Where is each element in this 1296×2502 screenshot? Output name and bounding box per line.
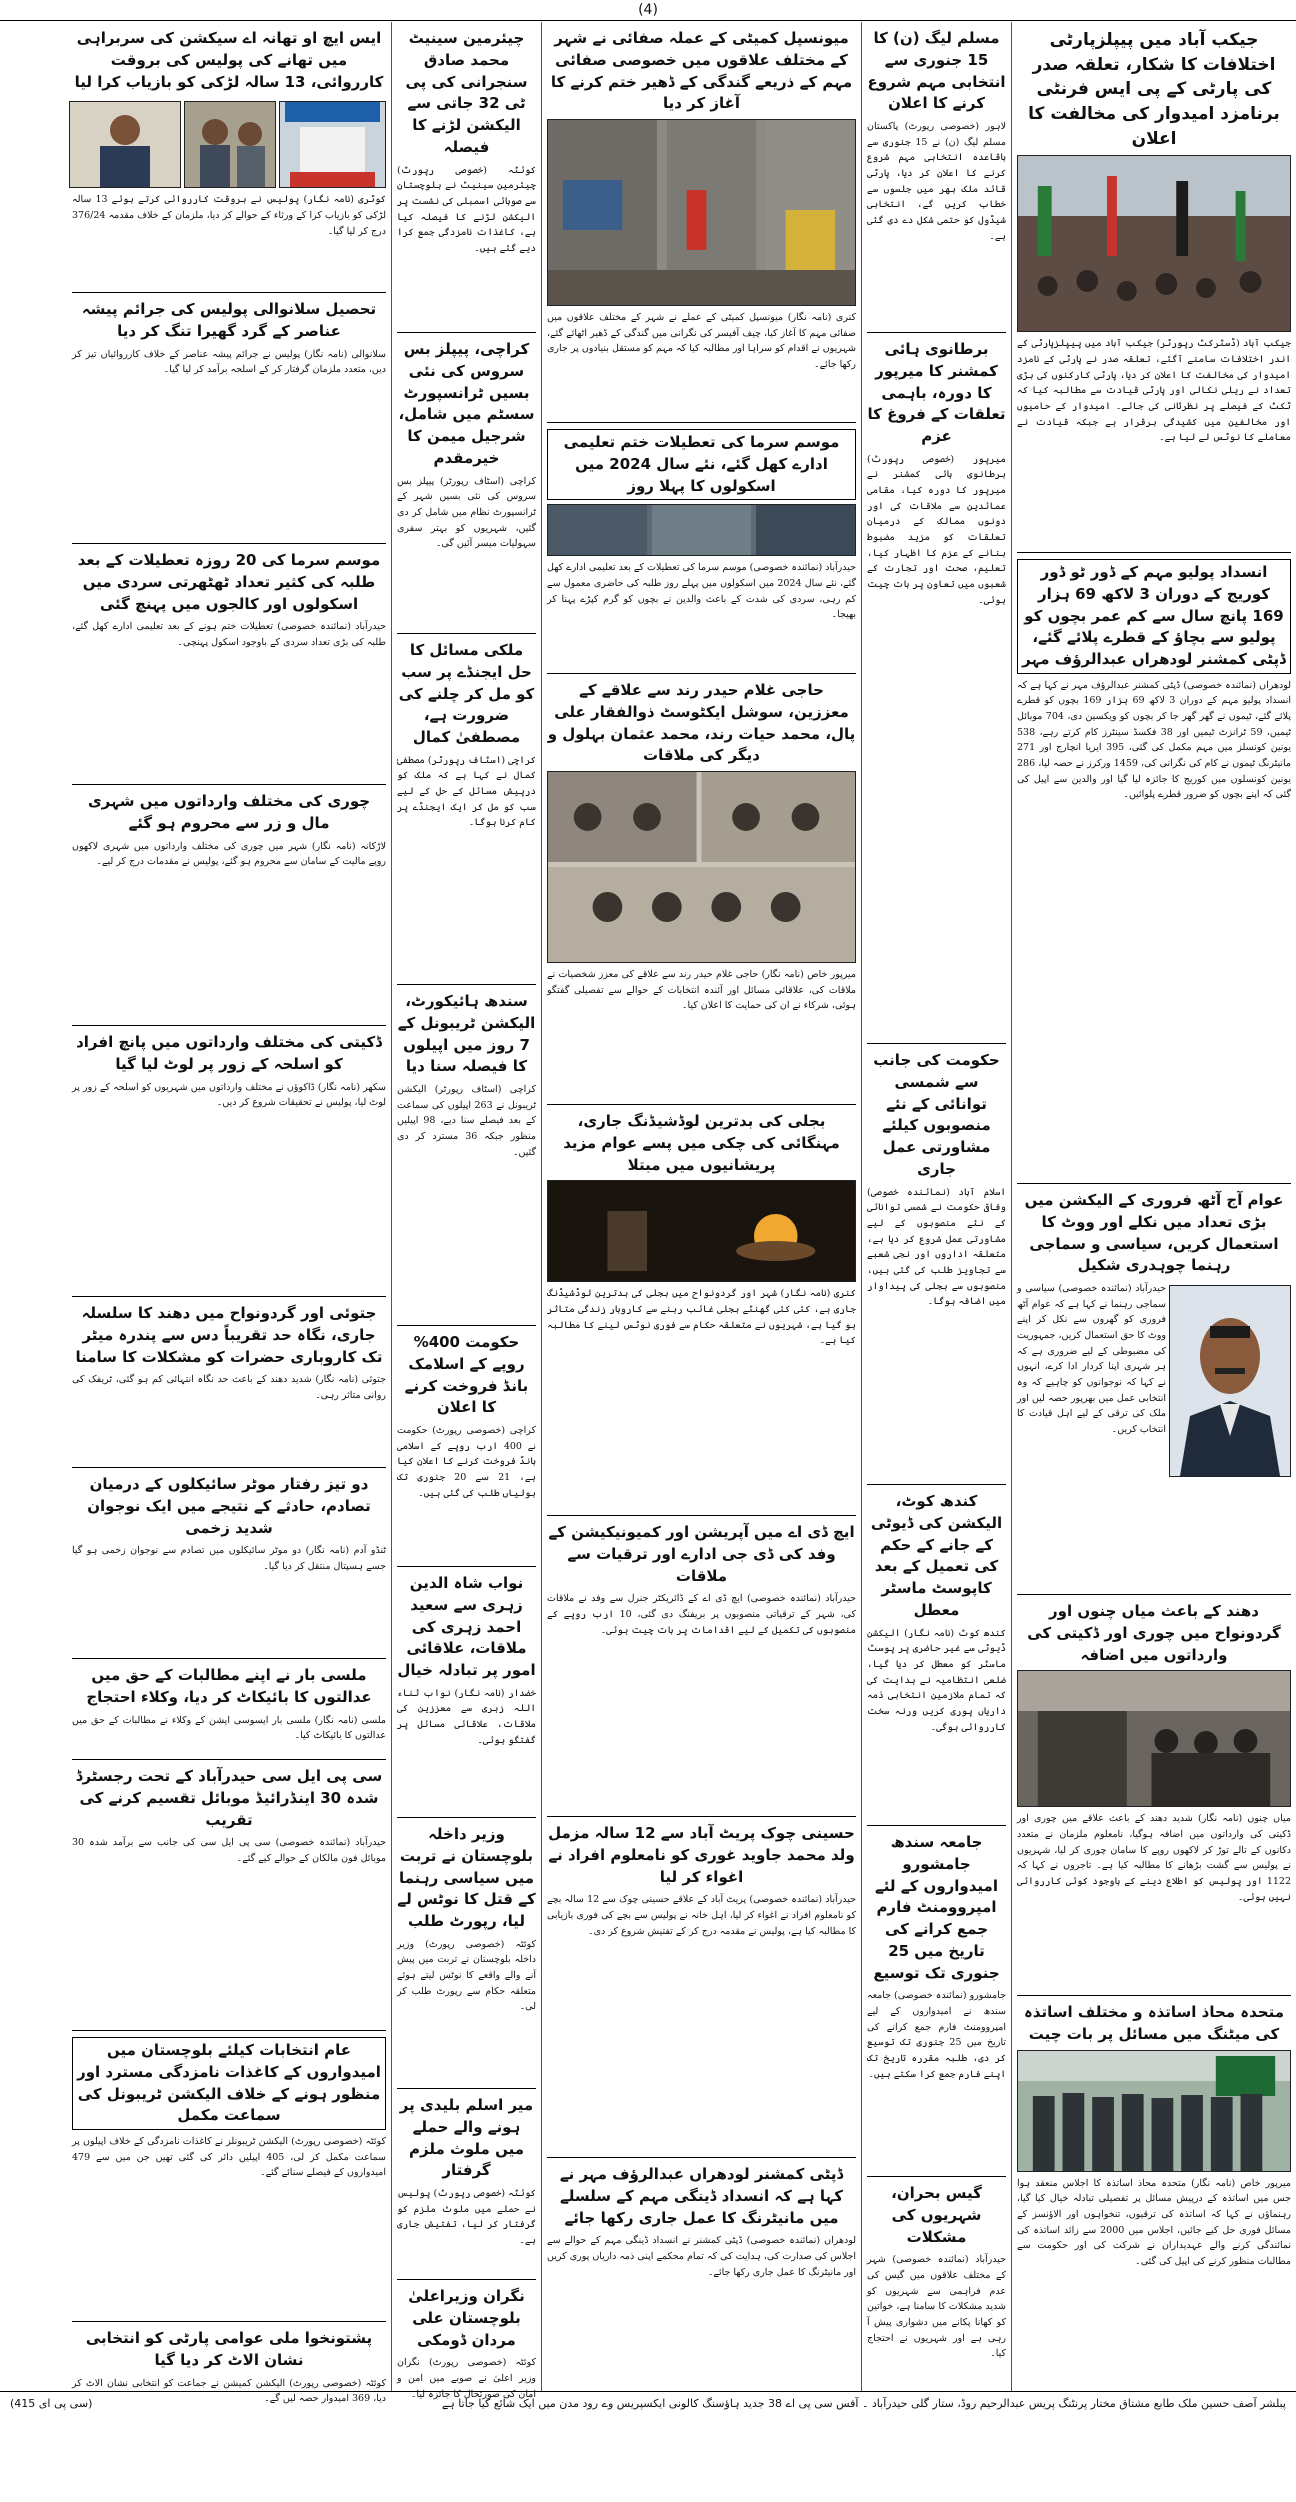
headline: حکومت کی جانب سے شمسی توانائی کے نئے منصوبوں کیلئے مشاورتی عمل جاری <box>873 1051 1000 1178</box>
story-zehri <box>397 1567 536 1818</box>
story-body: اسلام آباد (نمائندہ خصوصی) وفاقی حکومت نے شمسی توانائی کے نئے منصوبوں کے لیے مشاورتی عمل شروع کر دیا ہے، متعلقہ اداروں اور نجی شعبے سے تجاویز طلب کی گئی ہیں، منصوبوں سے بجلی کی پیداوار میں اضافہ ہوگا۔ <box>867 1186 1006 1308</box>
story-meeting <box>547 674 856 1105</box>
story-winter-schools <box>72 544 386 785</box>
officer-photo <box>184 101 276 188</box>
sanitation-photo <box>547 119 856 306</box>
footer-imprint: پبلشر آصف حسین ملک طابع مشتاق مختار پرنٹنگ پریس عبدالرحیم روڈ، ستار گلی حیدرآباد ۔ آفس سی پی اے 38 جدید ہاؤسنگ کالونی ایکسپریس وے رود مدن میں ایک شائع کیا جاتا ہے <box>441 2396 1286 2410</box>
headline: عام انتخابات کیلئے بلوچستان میں امیدواروں کے کاغذات نامزدگی مسترد اور منظور ہونے کے خلاف الیکشن ٹریبونل کی سماعت مکمل <box>72 2037 386 2130</box>
headline: متحدہ محاذ اساتذہ و مختلف اساتذہ کی میٹنگ میں مسائل پر بات چیت <box>1024 2003 1284 2043</box>
headline: چوری کی مختلف وارداتوں میں شہری مال و زر سے محروم ہو گئے <box>87 792 371 832</box>
headline: جیکب آباد میں پیپلزپارٹی اختلافات کا شکار، تعلقہ صدر کی پارٹی کے پی ایس فرنٹی برنامزد امیدوار کی مخالفت کا اعلان <box>1028 30 1280 149</box>
column-2 <box>861 22 1011 2392</box>
story-thefts <box>72 785 386 1026</box>
story-election-appeal <box>1017 1184 1291 1595</box>
story-body: سکھر (نامہ نگار) ڈاکوؤں نے مختلف وارداتوں میں شہریوں کو اسلحہ کے زور پر لوٹ لیا، پولیس نے تحقیقات شروع کر دیں۔ <box>72 1081 386 1109</box>
story-body: کنری (نامہ نگار) میونسپل کمیٹی کے عملے نے شہر کے مختلف علاقوں میں صفائی مہم کا آغاز کیا، چیف آفیسر کی نگرانی میں گندگی کے ڈھیر اٹھائے گئے، شہریوں نے اقدام کو سراہا اور مطالبہ کیا کہ مہم کو مستقل بنیادوں پر جاری رکھا جائے۔ <box>547 312 856 371</box>
story-aslam-buledi <box>397 2089 536 2280</box>
story-mailsi-bar <box>72 1659 386 1760</box>
story-fog-theft <box>1017 1595 1291 1996</box>
story-cplc <box>72 1760 386 2031</box>
story-loadshedding <box>547 1105 856 1516</box>
headline: نگران وزیراعلیٰ بلوچستان علی مردان ڈومکی <box>408 2287 525 2349</box>
story-body: حیدرآباد (نمائندہ خصوصی) موسم سرما کی تعطیلات کے بعد تعلیمی ادارے کھل گئے، نئے سال 2024 میں اسکولوں میں پہلے روز طلبہ کی حاضری معمول سے کم رہی، سردی کی شدت کے باعث والدین نے بچوں کو گرم کپڑے پہنا کر بھیجا۔ <box>547 562 856 621</box>
story-body: لاہور (خصوصی رپورٹ) پاکستان مسلم لیگ (ن) نے 15 جنوری سے باقاعدہ انتخابی مہم شروع کرنے کا اعلان کر دیا، پارٹی قائد ملک بھر میں جلسوں سے خطاب کریں گے، انتخابی شیڈول کو حتمی شکل دے دی گئی ہے۔ <box>867 121 1006 242</box>
headline: ایچ ڈی اے میں آپریشن اور کمیونیکیشن کے وفد کی ڈی جی ادارے اور ترقیات سے ملاقات <box>548 1523 855 1585</box>
story-solar <box>867 1044 1006 1485</box>
story-body: لاڑکانہ (نامہ نگار) شہر میں چوری کی مختلف وارداتوں میں شہری لاکھوں روپے مالیت کے سامان سے محروم ہو گئے، پولیس نے مقدمات درج کر لیے۔ <box>72 840 386 868</box>
story-body: کندھ کوٹ (نامہ نگار) الیکشن ڈیوٹی سے غیر حاضری پر پوسٹ ماسٹر کو معطل کر دیا گیا، ضلعی انتظامیہ نے ہدایت کی کہ تمام ملازمین انتخابی ذمہ داریاں پوری کریں ورنہ سخت کارروائی ہوگی۔ <box>867 1627 1006 1733</box>
meeting-photos <box>547 771 856 963</box>
police-photo <box>279 101 386 188</box>
headline: برطانوی ہائی کمشنر کا میرپور کا دورہ، باہمی تعلقات کے فروغ کا عزم <box>867 340 1006 445</box>
story-body: کراچی (اسٹاف رپورٹر) مصطفیٰ کمال نے کہا ہے کہ ملک کو درپیش مسائل کے حل کے لیے سب کو مل کر ایک ایجنڈے پر کام کرنا ہوگا۔ <box>397 754 536 829</box>
story-accident <box>72 1468 386 1659</box>
headline: تحصیل سلانوالی پولیس کی جرائم پیشہ عناصر کے گرد گھیرا تنگ کر دیا <box>81 300 377 340</box>
footer-code: (سی پی ای 415) <box>10 2396 93 2410</box>
story-dengue <box>547 2158 856 2468</box>
meeting-image <box>548 772 855 962</box>
group-image <box>1018 2051 1290 2171</box>
headline: ملکی مسائل کا حل ایجنڈے پر سب کو مل کر چلنے کی ضرورت ہے، مصطفیٰ کمال <box>398 641 535 746</box>
story-tribunal <box>397 985 536 1326</box>
story-balochistan-nomination <box>72 2031 386 2322</box>
headline: عوام آج آٹھ فروری کے الیکشن میں بڑی تعداد میں نکلے اور ووٹ کا استعمال کریں، سیاسی و سماجی رہنما چوہدری شکیل <box>1024 1191 1284 1275</box>
headline: گیس بحران، شہریوں کی مشکلات <box>891 2184 982 2246</box>
headline: موسم سرما کی تعطیلات ختم تعلیمی ادارے کھل گئے، نئے سال 2024 میں اسکولوں کا پہلا روز <box>547 429 856 500</box>
story-body: میاں چنوں (نامہ نگار) شدید دھند کے باعث علاقے میں چوری اور ڈکیتی کی وارداتوں میں اضافہ ہوگیا، نامعلوم ملزمان نے متعدد دکانوں کے تالے توڑ کر لاکھوں روپے کا سامان چوری کر لیا، شہریوں نے پولیس سے گشت بڑھانے کا مطالبہ کیا ہے۔ تاجروں نے کہا کہ 1122 اور پولیس کو اطلاع دینے کے باوجود کوئی کارروائی نہیں ہوئی۔ <box>1017 1813 1291 1903</box>
story-body: خضدار (نامہ نگار) نواب ثناء اللہ زہری سے معززین کی ملاقات، علاقائی مسائل پر گفتگو ہوئی۔ <box>397 1687 536 1746</box>
portrait-image <box>1170 1286 1290 1476</box>
portrait-photo <box>1169 1285 1291 1477</box>
story-kandhkot <box>867 1485 1006 1826</box>
page-number: (4) <box>638 2 658 18</box>
shop-image <box>1018 1671 1290 1806</box>
story-body: میرپور (خصوصی رپورٹ) برطانوی ہائی کمشنر نے میرپور کا دورہ کیا، مقامی عمائدین سے ملاقات کی اور دونوں ممالک کے درمیان تعلقات کو مزید مضبوط بنانے کے عزم کا اظہار کیا، تعلیم، صحت اور تجارت کے شعبوں میں تعاون پر بات چیت ہوئی۔ <box>867 453 1006 606</box>
story-body: کوئٹہ (خصوصی رپورٹ) وزیر داخلہ بلوچستان نے تربت میں پیش آنے والے واقعے کا نوٹس لیتے ہوئے متعلقہ حکام سے رپورٹ طلب کر لی۔ <box>397 1938 536 2013</box>
story-fog-jatoi <box>72 1297 386 1468</box>
headline: دھند کے باعث میاں چنوں اور گردونواح میں چوری اور ڈکیتی کی وارداتوں میں اضافہ <box>1027 1602 1281 1664</box>
headline: نواب شاہ الدین زہری سے سعید احمد زہری کی ملاقات، علاقائی امور پر تبادلہ خیال <box>397 1574 536 1679</box>
story-body: میرپور خاص (نامہ نگار) حاجی غلام حیدر رند سے علاقے کی معزز شخصیات نے ملاقات کی، علاقائی مسائل اور آئندہ انتخابات کے حوالے سے تفصیلی گفتگو ہوئی، شرکاء نے ان کی حمایت کا اعلان کیا۔ <box>547 969 856 1012</box>
rally-image <box>1018 156 1290 331</box>
story-mustafa-kamal <box>397 634 536 985</box>
column-3 <box>541 22 861 2392</box>
column-5 <box>67 22 391 2405</box>
headline: ڈکیتی کی مختلف وارداتوں میں پانچ افراد کو اسلحہ کے زور پر لوٹ لیا گیا <box>76 1033 382 1073</box>
story-body: حیدرآباد (نمائندہ خصوصی) سی پی ایل سی کی جانب سے برآمد شدہ 30 موبائل فون مالکان کے حوالے کیے گئے۔ <box>72 1837 386 1864</box>
story-polio <box>1017 553 1291 1184</box>
rally-photo <box>1017 155 1291 332</box>
story-body: لودھراں (نمائندہ خصوصی) ڈپٹی کمشنر عبدالرؤف مہر نے کہا ہے کہ انسداد پولیو مہم کے دوران 3 لاکھ 69 ہزار 169 بچوں کو قطرے پلائے گئے، ٹیموں نے گھر گھر جا کر بچوں کو ویکسین دی، 704 موبائل ٹیمیں، 59 ٹرانزٹ ٹیمیں اور 38 فکسڈ سینٹرز کام کرتے رہے، 538 یونین کونسلز میں مہم مکمل کی گئی، 395 ایریا انچارج اور 271 مانیٹرنگ ٹیموں نے کام کی نگرانی کی، 1459 ورکرز نے حصہ لیا، 286 یونین کونسلوں میں کوریج کا جائزہ لیا گیا اور والدین سے اپیل کی گئی کہ اپنے بچوں کو ضرور قطرے پلوائیں۔ <box>1017 679 1292 801</box>
story-sanjrani <box>397 22 536 333</box>
headline: مسلم لیگ (ن) کا 15 جنوری سے انتخابی مہم شروع کرنے کا اعلان <box>867 29 1006 113</box>
story-teachers <box>1017 1996 1291 2426</box>
story-cm-balochistan <box>397 2280 536 2470</box>
story-salanwali <box>72 293 386 544</box>
headline: بجلی کی بدترین لوڈشیڈنگ جاری، مہنگائی کی چکی میں پسے عوام مزید پریشانیوں میں مبتلا <box>563 1112 840 1174</box>
headline: سندھ ہائیکورٹ، الیکشن ٹریبونل کے 7 روز میں اپیلوں کا فیصلہ سنا دیا <box>397 992 536 1076</box>
story-body: لودھراں (نمائندہ خصوصی) ڈپٹی کمشنر نے انسداد ڈینگی مہم کے حوالے سے اجلاس کی صدارت کی، ہدایت کی کہ تمام محکمے اپنی ذمہ داریاں پوری کریں اور مانیٹرنگ کا عمل جاری رکھا جائے۔ <box>547 2235 856 2278</box>
story-body: حیدرآباد (نمائندہ خصوصی) شہر کے مختلف علاقوں میں گیس کی عدم فراہمی سے شہریوں کو شدید مشکلات کا سامنا ہے، خواتین کو کھانا پکانے میں دشواری پیش آ رہی ہے اور شہریوں نے احتجاج کیا۔ <box>867 2254 1006 2360</box>
headline: ایس ایچ او تھانہ اے سیکشن کی سربراہی میں تھانے کی پولیس کی بروقت کارروائی، 13 سالہ لڑکی کو بازیاب کرا لیا <box>74 29 384 91</box>
story-body: کراچی (اسٹاف رپورٹر) الیکشن ٹریبونل نے 263 اپیلوں کی سماعت کے بعد فیصلے سنا دیے، 98 اپیلیں منظور جبکہ 36 مسترد کر دی گئیں۔ <box>397 1084 536 1158</box>
uniform-image <box>70 102 180 187</box>
story-body: کوٹری (نامہ نگار) پولیس نے بروقت کارروائی کرتے ہوئے 13 سالہ لڑکی کو بازیاب کرا کے ورثاء کے حوالے کر دیا، ملزمان کے خلاف مقدمہ 376/24 درج کر لیا گیا۔ <box>72 194 386 237</box>
story-body: حیدرآباد (نمائندہ خصوصی) سیاسی و سماجی رہنما نے کہا ہے کہ عوام آٹھ فروری کو گھروں سے نکل کر اپنے ووٹ کا حق استعمال کریں، جمہوریت کی مضبوطی کے لیے ضروری ہے کہ ہر شہری اپنا کردار ادا کرے، انہوں نے کہا کہ نوجوانوں کو چاہیے کہ وہ انتخابی عمل میں بھرپور حصہ لیں اور ملک کی ترقی کے لیے اہل قیادت کا انتخاب کریں۔ <box>1017 1283 1166 1436</box>
headline: کراچی، پیپلز بس سروس کی نئی بسیں ٹرانسپورٹ سسٹم میں شامل، شرجیل میمن کا خیرمقدم <box>398 340 535 467</box>
story-body: کوئٹہ (خصوصی رپورٹ) چیئرمین سینیٹ نے بلوچستان سے صوبائی اسمبلی کی نشست پر الیکشن لڑنے کا فیصلہ کیا ہے، کاغذات نامزدگی جمع کرا دیے گئے ہیں۔ <box>397 164 536 254</box>
headline: جامعہ سندھ جامشورو امیدواروں کے لئے امپروومنٹ فارم جمع کرانے کی تاریخ میں 25 جنوری تک توسیع <box>873 1833 1000 1982</box>
group-photo <box>1017 2050 1291 2172</box>
headline: حسینی چوک پریٹ آباد سے 12 سالہ مزمل ولد محمد جاوید غوری کو نامعلوم افراد نے اغواء کر لیا <box>548 1824 855 1886</box>
uniform-photo <box>69 101 181 188</box>
story-turbat <box>397 1818 536 2089</box>
headline: سی پی ایل سی حیدرآباد کے تحت رجسٹرڈ شدہ 30 اینڈرائیڈ موبائل تقسیم کرنے کی تقریب <box>75 1767 383 1829</box>
story-body: میرپور خاص (نامہ نگار) متحدہ محاذ اساتذہ کا اجلاس منعقد ہوا جس میں اساتذہ کے درپیش مسائل پر تفصیلی تبادلہ خیال کیا گیا، رہنماؤں نے کہا کہ اساتذہ کی ترقیوں، تنخواہوں اور الاؤنسز کے مسائل فوری حل کیے جائیں، اجلاس میں 2000 سے زائد اساتذہ کی نمائندگی کرنے والے عہدیداران نے شرکت کی اور حکومت سے مطالبات منظور کرنے کی اپیل کی گئی۔ <box>1017 2177 1291 2267</box>
shop-photo <box>1017 1670 1291 1807</box>
story-body: کوئٹہ (خصوصی رپورٹ) الیکشن ٹریبونلز نے کاغذات نامزدگی کے خلاف اپیلوں پر سماعت مکمل کر لی، 405 اپیلیں دائر کی گئی تھیں جن میں سے 479 امیدواروں کے فیصلے سنائے گئے۔ <box>72 2136 387 2179</box>
story-robberies <box>72 1026 386 1297</box>
story-british-hc <box>867 333 1006 1044</box>
officer-image <box>185 102 275 187</box>
headline: کندھ کوٹ، الیکشن کی ڈیوٹی کے جانے کے حکم کی تعمیل کے بعد کاپوسٹ ماسٹر معطل <box>870 1492 1003 1619</box>
headline: انسداد پولیو مہم کے ڈور ٹو ڈور کوریج کے دوران 3 لاکھ 69 ہزار 169 پانچ سال سے کم عمر بچوں کو پولیو سے بچاؤ کے قطرے پلائے گئے، ڈپٹی کمشنر لودھراں عبدالرؤف مہر <box>1017 559 1291 674</box>
headline: میونسپل کمیٹی کے عملہ صفائی نے شہر کے مختلف علاقوں میں خصوصی صفائی مہم کے ذریعے گندگی کے ڈھیر ختم کرنے کا آغاز کر دیا <box>550 29 853 113</box>
headline: میر اسلم بلیدی پر ہونے والے حملے میں ملوث ملزم گرفتار <box>399 2096 534 2180</box>
police-image <box>280 102 385 187</box>
headline: حکومت 400% روپے کے اسلامک بانڈ فروخت کرنے کا اعلان <box>404 1333 529 1417</box>
story-body: حیدرآباد (نمائندہ خصوصی) تعطیلات ختم ہونے کے بعد تعلیمی ادارے کھل گئے، طلبہ کی بڑی تعداد سردی کے باوجود اسکول پہنچی۔ <box>72 621 386 648</box>
headline: وزیر داخلہ بلوچستان نے تربت میں سیاسی رہنما کے قتل کا نوٹس لے لیا، رپورٹ طلب <box>397 1825 536 1930</box>
story-body: سلانوالی (نامہ نگار) پولیس نے جرائم پیشہ عناصر کے خلاف کارروائیاں تیز کر دیں، متعدد ملزمان گرفتار کر کے اسلحہ برآمد کر لیا گیا۔ <box>72 348 386 376</box>
column-4 <box>391 22 541 2400</box>
story-schools-open <box>547 423 856 674</box>
story-body: جیکب آباد (ڈسٹرکٹ رپورٹر) جیکب آباد میں پیپلزپارٹی کے اندر اختلافات سامنے آگئے، تعلقہ صدر نے پارٹی کے نامزد امیدوار کی مخالفت کا اعلان کر دیا، پارٹی کارکنوں کی بڑی تعداد نے ریلی نکالی اور پارٹی قیادت سے مطالبہ کیا کہ ٹکٹ کے فیصلے پر نظرثانی کی جائے۔ امیدوار کے حامیوں اور مخالفین میں کشیدگی برقرار ہے جبکہ قیادت نے معاملے کا نوٹس لے لیا ہے۔ <box>1017 338 1291 444</box>
headline: چیئرمین سینیٹ محمد صادق سنجرانی کی پی ٹی 32 جاتی سے الیکشن لڑنے کا فیصلہ <box>405 29 528 156</box>
headline: جتوئی اور گردونواح میں دھند کا سلسلہ جاری، نگاہ حد تقریباً دس سے پندرہ میٹر تک کاروباری حضرات کو مشکلات کا سامنا <box>75 1304 383 1366</box>
headline: حاجی غلام حیدر رند سے علاقے کے معززین، سوشل ایکٹوسٹ ذوالفقار علی پال، محمد حیات رند، محمد عثمان بہلول و دیگر کی ملاقات <box>547 681 856 765</box>
lamp-image <box>548 1181 855 1281</box>
story-sanitation <box>547 22 856 423</box>
top-rule <box>0 20 1296 21</box>
story-body: ملسی (نامہ نگار) ملسی بار ایسوسی ایشن کے وکلاء نے مطالبات کے حق میں عدالتوں کا بائیکاٹ کیا۔ <box>72 1714 386 1742</box>
story-body: کوئٹہ (خصوصی رپورٹ) الیکشن کمیشن نے جماعت کو انتخابی نشان الاٹ کر دیا، 369 امیدوار حصہ لیں گے۔ <box>72 2377 386 2405</box>
lamp-photo <box>547 1180 856 1282</box>
story-body: کنری (نامہ نگار) شہر اور گردونواح میں بجلی کی بدترین لوڈشیڈنگ جاری ہے، کئی کئی گھنٹے بجلی غائب رہنے سے کاروبار زندگی متاثر ہو گیا ہے، شہریوں نے متعلقہ حکام سے فوری نوٹس لینے کا مطالبہ کیا ہے۔ <box>547 1288 856 1347</box>
page-footer <box>0 2391 1296 2414</box>
headline: ملسی بار نے اپنے مطالبات کے حق میں عدالتوں کا بائیکاٹ کر دیا، وکلاء احتجاج <box>86 1666 372 1706</box>
story-body: کراچی (اسٹاف رپورٹر) پیپلز بس سروس کی نئی بسیں شہر کے ٹرانسپورٹ نظام میں شامل کر دی گئیں، شہریوں کو بہتر سفری سہولیات میسر آئیں گی۔ <box>397 475 536 550</box>
story-bonds <box>397 1326 536 1567</box>
headline: ڈپٹی کمشنر لودھراں عبدالرؤف مہر نے کہا ہے کہ انسداد ڈینگی مہم کے سلسلے میں مانیٹرنگ کا عمل جاری رکھا جائے <box>559 2165 844 2227</box>
schools-image <box>548 505 855 555</box>
column-1 <box>1011 22 1296 2392</box>
story-body: کراچی (خصوصی رپورٹ) حکومت نے 400 ارب روپے کے اسلامی بانڈ فروخت کرنے کا اعلان کیا ہے، 21 سے 20 جنوری تک بولیاں طلب کی گئی ہیں۔ <box>397 1425 537 1499</box>
story-hda <box>547 1516 856 1817</box>
story-kotri-police <box>72 22 386 293</box>
story-ppp-jacobabad <box>1017 22 1291 553</box>
story-peoples-bus <box>397 333 536 634</box>
story-body: حیدرآباد (نمائندہ خصوصی) پریٹ آباد کے علاقے حسینی چوک سے 12 سالہ بچے کو نامعلوم افراد نے اغواء کر لیا، اہل خانہ نے پولیس سے بچے کی فوری بازیابی کا مطالبہ کیا ہے، پولیس نے مقدمہ درج کر کے تفتیش شروع کر دی۔ <box>547 1894 856 1937</box>
story-body: ٹنڈو آدم (نامہ نگار) دو موٹر سائیکلوں میں تصادم سے نوجوان زخمی ہو گیا جسے ہسپتال منتقل کر دیا گیا۔ <box>72 1545 386 1572</box>
story-body: حیدرآباد (نمائندہ خصوصی) ایچ ڈی اے کے ڈائریکٹر جنرل سے وفد نے ملاقات کی، شہر کے ترقیاتی منصوبوں پر بریفنگ دی گئی، 10 ارب روپے کے منصوبوں کی تکمیل کے لیے اقدامات پر بات چیت ہوئی۔ <box>547 1593 856 1636</box>
schools-photo-strip <box>547 504 856 556</box>
story-pmln <box>867 22 1006 333</box>
story-body: جامشورو (نمائندہ خصوصی) جامعہ سندھ نے امیدواروں کے لیے امپروومنٹ فارم جمع کرانے کی تاریخ میں 25 جنوری تک توسیع کر دی، طلبہ مقررہ تاریخ تک اپنے فارم جمع کرا سکتے ہیں۔ <box>867 1990 1006 2080</box>
sanitation-image <box>548 120 855 305</box>
headline: موسم سرما کی 20 روزہ تعطیلات کے بعد طلبہ کی کثیر تعداد ٹھٹھرتی سردی میں اسکولوں اور کالجوں میں پہنچ گئی <box>77 551 381 613</box>
story-body: کوئٹہ (خصوصی رپورٹ) نگران وزیر اعلیٰ نے صوبے میں امن و امان کی صورتحال کا جائزہ لیا۔ <box>397 2357 536 2400</box>
story-body: جتوئی (نامہ نگار) شدید دھند کے باعث حد نگاہ انتہائی کم ہو گئی، ٹریفک کی روانی متاثر رہی۔ <box>72 1374 386 1401</box>
story-sindh-university <box>867 1826 1006 2177</box>
headline: پشتونخوا ملی عوامی پارٹی کو انتخابی نشان الاٹ کر دیا گیا <box>85 2329 373 2369</box>
story-kidnap <box>547 1817 856 2158</box>
story-body: کوئٹہ (خصوصی رپورٹ) پولیس نے حملے میں ملوث ملزم کو گرفتار کر لیا، تفتیش جاری ہے۔ <box>397 2188 536 2247</box>
headline: دو تیز رفتار موٹر سائیکلوں کے درمیان تصادم، حادثے کے نتیجے میں ایک نوجوان شدید زخمی <box>87 1475 371 1537</box>
